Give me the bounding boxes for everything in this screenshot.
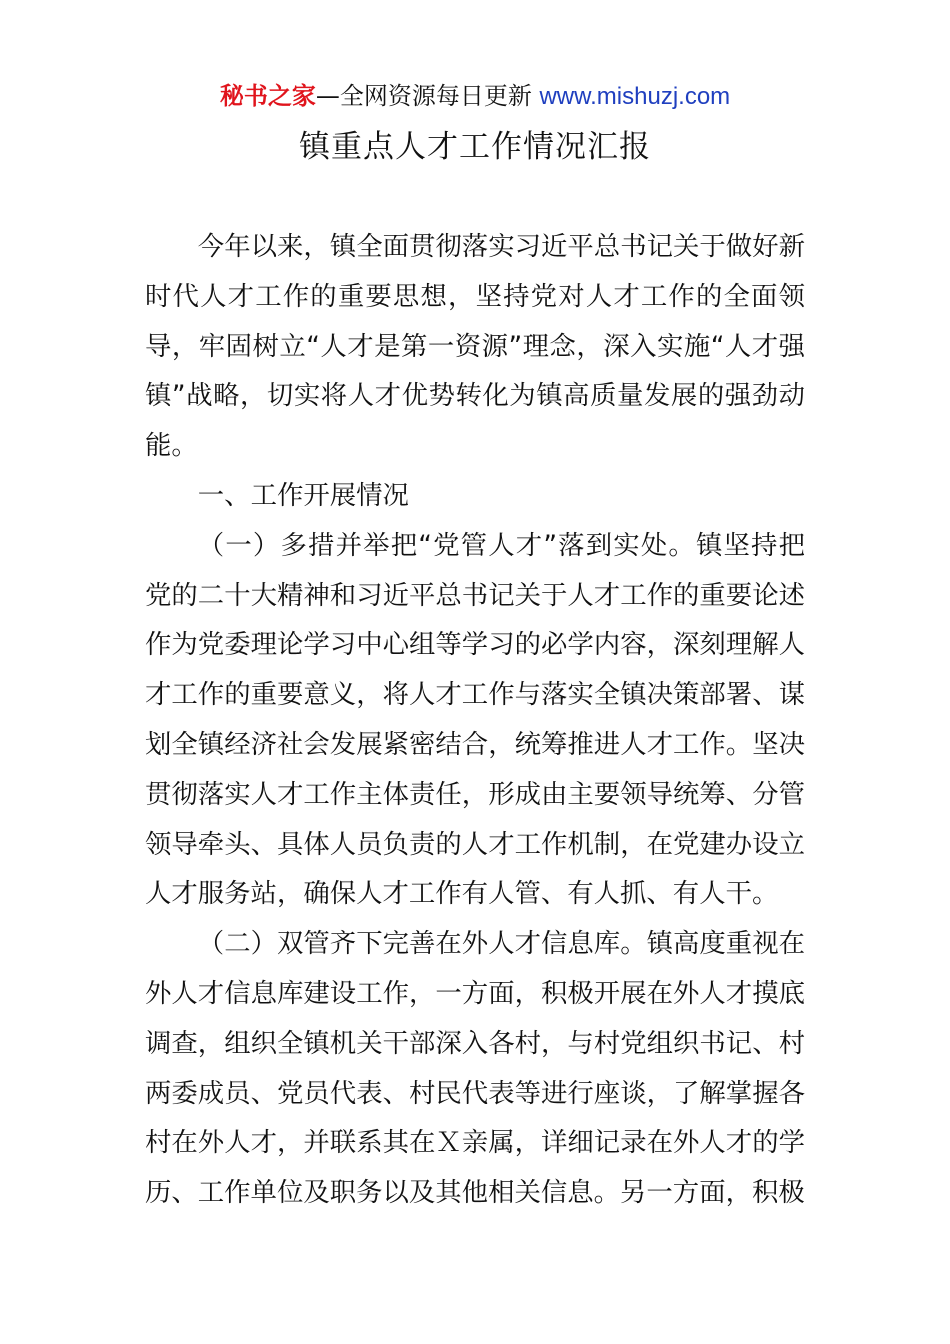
intro-paragraph: 今年以来，镇全面贯彻落实习近平总书记关于做好新时代人才工作的重要思想，坚持党对人才工作的全面领导，牢固树立“人才是第一资源”理念，深入实施“人才强镇”战略，切实将人才优势转化为镇高质量发展的强劲动能。: [145, 231, 805, 462]
section-heading: 一、工作开展情况: [197, 479, 409, 511]
document-title: 镇重点人才工作情况汇报: [299, 129, 651, 165]
body-paragraph: （二）双管齐下完善在外人才信息库。镇高度重视在外人才信息库建设工作，一方面，积极开展在外人才摸底调查，组织全镇机关干部深入各村，与村党组织书记、村两委成员、党员代表、村民代表等进行座谈，了解掌握各村在外人才，并联系其在Ｘ亲属，详细记录在外人才的学历、工作单位及职务以及其他相关信息。另一方面，积极: [145, 928, 805, 1209]
site-header: [0, 80, 950, 113]
body-paragraph: （一）多措并举把“党管人才”落到实处。镇坚持把党的二十大精神和习近平总书记关于人才工作的重要论述作为党委理论学习中心组等学习的必学内容，深刻理解人才工作的重要意义，将人才工作与落实全镇决策部署、谋划全镇经济社会发展紧密结合，统筹推进人才工作。坚决贯彻落实人才工作主体责任，形成由主要领导统筹、分管领导牵头、具体人员负责的人才工作机制，在党建办设立人才服务站，确保人才工作有人管、有人抓、有人干。: [145, 529, 805, 910]
site-url: www.mishuzj.com: [539, 83, 731, 110]
site-slogan: —全网资源每日更新: [315, 82, 532, 110]
document-body: [145, 222, 805, 1218]
site-brand: 秘书之家: [219, 82, 316, 110]
